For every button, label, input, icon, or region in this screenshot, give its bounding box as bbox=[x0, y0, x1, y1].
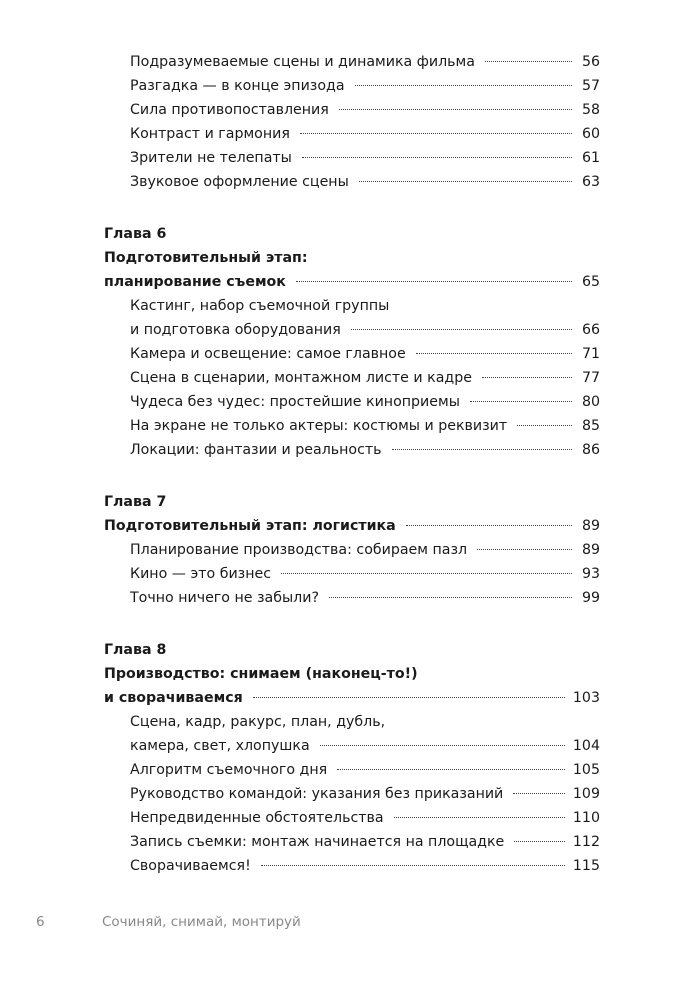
chapter-label: Глава 6 bbox=[104, 226, 167, 242]
page-number: 112 bbox=[572, 834, 600, 850]
toc-entry[interactable]: Локации: фантазии и реальность 86 bbox=[104, 438, 600, 462]
toc-entry-line: Кастинг, набор съемочной группы bbox=[130, 298, 390, 314]
leader-dots bbox=[355, 85, 572, 86]
toc-entry[interactable]: Чудеса без чудес: простейшие киноприемы 80 bbox=[104, 390, 600, 414]
toc-entry[interactable]: и подготовка оборудования 66 bbox=[104, 318, 600, 342]
toc-chapter-6 bbox=[104, 222, 600, 462]
toc-entry[interactable]: Сила противопоставления 58 bbox=[104, 98, 600, 122]
toc-entry[interactable]: камера, свет, хлопушка 104 bbox=[104, 734, 600, 758]
page-number: 57 bbox=[581, 78, 600, 94]
toc-entry[interactable]: Разгадка — в конце эпизода 57 bbox=[104, 74, 600, 98]
leader-dots bbox=[482, 377, 572, 378]
page-number: 66 bbox=[581, 322, 600, 338]
page-number: 63 bbox=[581, 174, 600, 190]
toc-entry[interactable]: Планирование производства: собираем пазл 89 bbox=[104, 538, 600, 562]
toc-entry[interactable]: На экране не только актеры: костюмы и реквизит 85 bbox=[104, 414, 600, 438]
toc-entry[interactable]: Контраст и гармония 60 bbox=[104, 122, 600, 146]
page-footer bbox=[36, 914, 301, 930]
leader-dots bbox=[392, 449, 572, 450]
page-number: 105 bbox=[572, 762, 600, 778]
leader-dots bbox=[320, 745, 565, 746]
toc-chapter-8 bbox=[104, 638, 600, 878]
toc-section bbox=[104, 50, 600, 194]
toc-entry[interactable]: Алгоритм съемочного дня 105 bbox=[104, 758, 600, 782]
toc-entry[interactable]: Кино — это бизнес 93 bbox=[104, 562, 600, 586]
chapter-title-line: Производство: снимаем (наконец-то!) bbox=[104, 666, 418, 682]
leader-dots bbox=[513, 793, 565, 794]
chapter-title-entry[interactable]: планирование съемок 65 bbox=[104, 270, 600, 294]
leader-dots bbox=[281, 573, 572, 574]
footer-book-title: Сочиняй, снимай, монтируй bbox=[102, 914, 301, 930]
leader-dots bbox=[470, 401, 572, 402]
page-number: 89 bbox=[581, 542, 600, 558]
chapter-title-line: Подготовительный этап: bbox=[104, 250, 308, 266]
page-number: 56 bbox=[581, 54, 600, 70]
page-number: 103 bbox=[572, 690, 600, 706]
chapter-title-entry[interactable]: Подготовительный этап: логистика 89 bbox=[104, 514, 600, 538]
leader-dots bbox=[296, 281, 572, 282]
leader-dots bbox=[477, 549, 572, 550]
page-number: 104 bbox=[572, 738, 600, 754]
leader-dots bbox=[253, 697, 565, 698]
toc-entry-line: Сцена, кадр, ракурс, план, дубль, bbox=[130, 714, 386, 730]
page-number: 65 bbox=[581, 274, 600, 290]
page-number: 58 bbox=[581, 102, 600, 118]
leader-dots bbox=[359, 181, 572, 182]
page-number: 99 bbox=[581, 590, 600, 606]
page-number: 86 bbox=[581, 442, 600, 458]
page-number: 71 bbox=[581, 346, 600, 362]
leader-dots bbox=[416, 353, 572, 354]
leader-dots bbox=[329, 597, 572, 598]
toc-entry[interactable]: Запись съемки: монтаж начинается на площадке 112 bbox=[104, 830, 600, 854]
toc-entry[interactable]: Зрители не телепаты 61 bbox=[104, 146, 600, 170]
page-number: 85 bbox=[581, 418, 600, 434]
table-of-contents bbox=[104, 50, 600, 878]
toc-entry[interactable]: Сворачиваемся! 115 bbox=[104, 854, 600, 878]
toc-entry[interactable]: Звуковое оформление сцены 63 bbox=[104, 170, 600, 194]
chapter-label: Глава 8 bbox=[104, 642, 167, 658]
chapter-title-entry[interactable]: и сворачиваемся 103 bbox=[104, 686, 600, 710]
page-number: 110 bbox=[572, 810, 600, 826]
leader-dots bbox=[337, 769, 565, 770]
page-number: 80 bbox=[581, 394, 600, 410]
leader-dots bbox=[517, 425, 572, 426]
leader-dots bbox=[339, 109, 572, 110]
leader-dots bbox=[514, 841, 565, 842]
leader-dots bbox=[351, 329, 572, 330]
page-number: 60 bbox=[581, 126, 600, 142]
leader-dots bbox=[261, 865, 565, 866]
page-number: 115 bbox=[572, 858, 600, 874]
toc-entry[interactable]: Сцена в сценарии, монтажном листе и кадре 77 bbox=[104, 366, 600, 390]
page-number: 77 bbox=[581, 370, 600, 386]
toc-entry[interactable]: Подразумеваемые сцены и динамика фильма 56 bbox=[104, 50, 600, 74]
leader-dots bbox=[485, 61, 572, 62]
leader-dots bbox=[300, 133, 572, 134]
leader-dots bbox=[394, 817, 565, 818]
toc-entry[interactable]: Непредвиденные обстоятельства 110 bbox=[104, 806, 600, 830]
page-number: 109 bbox=[572, 786, 600, 802]
toc-entry[interactable]: Руководство командой: указания без приказаний 109 bbox=[104, 782, 600, 806]
leader-dots bbox=[406, 525, 572, 526]
page-number: 89 bbox=[581, 518, 600, 534]
toc-entry[interactable]: Камера и освещение: самое главное 71 bbox=[104, 342, 600, 366]
toc-chapter-7 bbox=[104, 490, 600, 610]
page-number: 61 bbox=[581, 150, 600, 166]
toc-entry[interactable]: Точно ничего не забыли? 99 bbox=[104, 586, 600, 610]
leader-dots bbox=[302, 157, 572, 158]
chapter-label: Глава 7 bbox=[104, 494, 167, 510]
footer-page-number: 6 bbox=[36, 914, 45, 930]
page-number: 93 bbox=[581, 566, 600, 582]
